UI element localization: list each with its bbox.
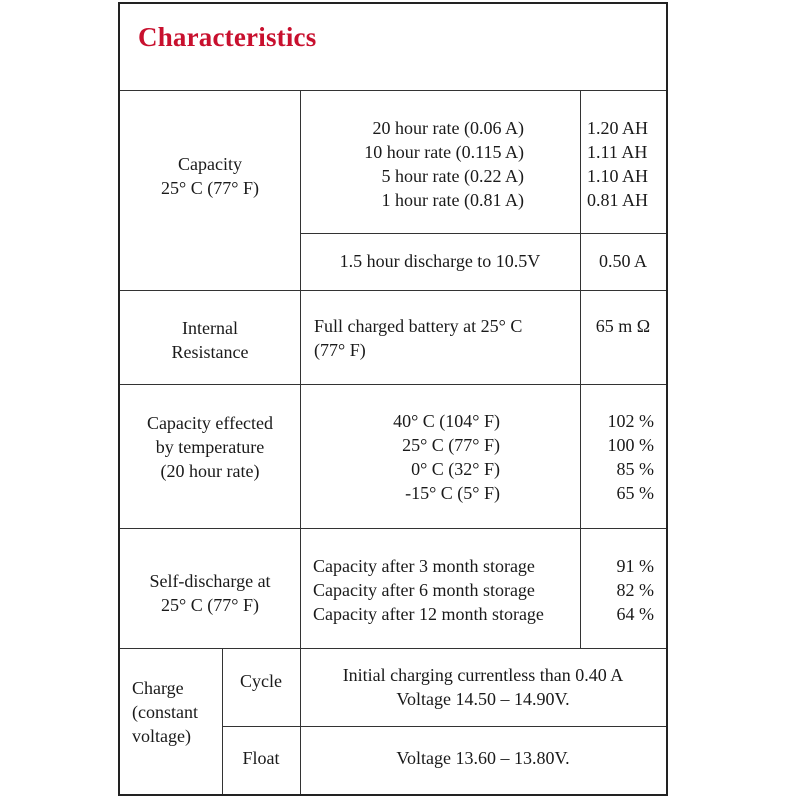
row-divider [222, 726, 666, 727]
capacity-value: 1.11 AH [587, 142, 648, 162]
discharge-condition: 1.5 hour discharge to 10.5V [339, 251, 541, 271]
storage-item: Capacity after 12 month storage [313, 604, 544, 624]
temperature-item: -15° C (5° F) [405, 483, 500, 503]
column-divider [580, 90, 581, 648]
capacity-values [587, 116, 665, 212]
temperature-value: 100 % [607, 435, 654, 455]
temperature-value: 65 % [616, 483, 654, 503]
temperature-value: 102 % [607, 411, 654, 431]
cycle-label: Cycle [240, 671, 282, 691]
storage-value: 82 % [616, 580, 654, 600]
column-divider [300, 90, 301, 648]
capacity-value: 1.20 AH [587, 118, 649, 138]
temperature-values [582, 409, 654, 505]
temperature-value: 85 % [616, 459, 654, 479]
self-discharge-values [582, 554, 654, 626]
capacity-value: 1.10 AH [587, 166, 649, 186]
row-divider [300, 233, 666, 234]
float-text: Voltage 13.60 – 13.80V. [396, 748, 570, 768]
rate-item: 10 hour rate (0.115 A) [364, 142, 524, 162]
storage-item: Capacity after 3 month storage [313, 556, 535, 576]
internal-resistance-label: Internal Resistance [171, 318, 249, 362]
rate-item: 5 hour rate (0.22 A) [381, 166, 524, 186]
storage-item: Capacity after 6 month storage [313, 580, 535, 600]
temperature-item: 40° C (104° F) [393, 411, 500, 431]
capacity-rates [302, 116, 524, 212]
row-divider [120, 90, 666, 91]
self-discharge-label: Self-discharge at 25° C (77° F) [149, 571, 271, 615]
row-divider [120, 384, 666, 385]
storage-value: 91 % [616, 556, 654, 576]
temperature-label: Capacity effected by temperature (20 hour rate) [146, 413, 274, 481]
self-discharge-conditions [313, 554, 579, 626]
row-divider [120, 648, 666, 649]
internal-resistance-value: 65 m Ω [595, 316, 651, 336]
rate-item: 20 hour rate (0.06 A) [372, 118, 524, 138]
capacity-label: Capacity 25° C (77° F) [161, 154, 259, 198]
temperature-item: 0° C (32° F) [411, 459, 500, 479]
characteristics-sheet [118, 2, 668, 796]
temperature-conditions [302, 409, 500, 505]
cycle-text: Initial charging currentless than 0.40 A Voltage 14.50 – 14.90V. [342, 665, 624, 709]
charge-label: Charge (constant voltage) [132, 678, 198, 746]
capacity-value: 0.81 AH [587, 190, 649, 210]
storage-value: 64 % [616, 604, 654, 624]
row-divider [120, 290, 666, 291]
row-divider [120, 528, 666, 529]
page-title: Characteristics [138, 22, 317, 52]
rate-item: 1 hour rate (0.81 A) [381, 190, 524, 210]
internal-resistance-condition: Full charged battery at 25° C (77° F) [314, 316, 523, 360]
discharge-value: 0.50 A [598, 251, 647, 271]
temperature-item: 25° C (77° F) [402, 435, 500, 455]
float-label: Float [242, 748, 280, 768]
